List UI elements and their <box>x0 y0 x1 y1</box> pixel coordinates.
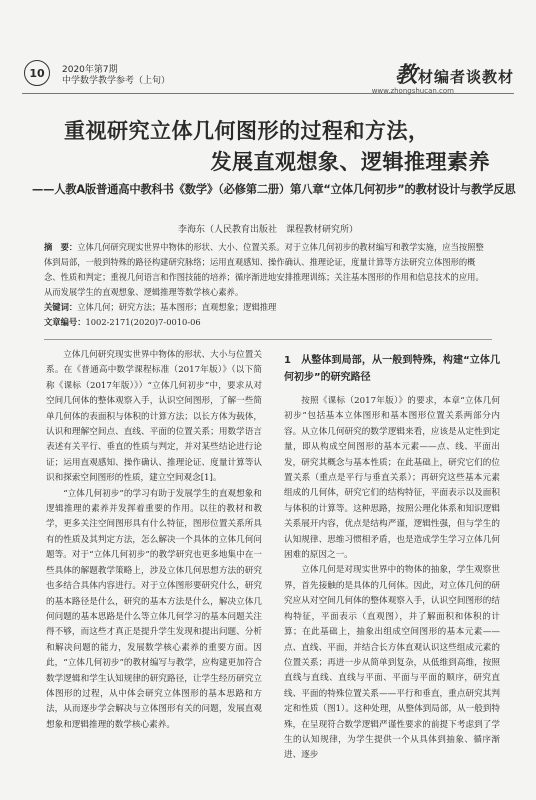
abstract <box>44 240 492 300</box>
column-first-char: 教 <box>394 62 418 88</box>
keywords-text: 立体几何；研究方法；基本图形；直观想象；逻辑推理 <box>77 302 277 312</box>
header-divider <box>22 93 514 94</box>
body-paragraph: “立体几何初步”的学习有助于发展学生的直观想象和逻辑推理的素养并发挥着重要的作用。以往的教材和教学，更多关注空间图形具有什么特征，图形位置关系所具有的性质及其判定方法，怎么解决一个具体的立体几何问题等。对于“立体几何初步”的教学研究也更多地集中在一些具体的解题教学策略上，涉及立体几何思想方法的研究也多结合具体内容进行。对于立体图形要研究什么，研究的基本路径是什么，研究的基本方法是什么，解决立体几何问题的基本思路是什么等立体几何学习的基本问题关注得不够，而这些才真正是提升学生发现和提出问题、分析和解决问题的能力，发展数学核心素养的重要方面。因此，“立体几何初步”的教材编写与教学，应构建更加符合数学逻辑和学生认知规律的研究路径，让学生经历研究立体图形的过程，从中体会研究立体图形的基本思路和方法，从而逐步学会解决与立体图形有关的问题，发展直观想象和逻辑推理的数学核心素养。 <box>46 488 262 730</box>
keywords <box>44 300 492 315</box>
abstract-block <box>44 240 492 330</box>
article-number-label: 文章编号： <box>44 317 86 327</box>
page-header-right <box>372 58 514 95</box>
body-paragraph: 立体几何是对现实世界中的物体的抽象，学生观察世界，首先接触的是具体的几何体。因此，对立体几何的研究应从对空间几何体的整体观察入手，认识空间图形的结构特征，平面表示（直观图），并了解面积和体积的计算；在此基础上，抽象出组成空间图形的基本元素——点、直线、平面，并结合长方体直观认识这些组成元素的位置关系；再进一步从简单到复杂，从低维到高维，按照直线与直线、直线与平面、平面与平面的顺序，研究直线、平面的特殊位置关系——平行和垂直，重点研究其判定和性质（图1）。这种处理，从整体到局部，从一般到特殊，在呈现符合数学逻辑严谨性要求的前提下考虑到了学生的认知规律，为学生提供一个从具体到抽象、循序渐进、逐步 <box>284 565 501 761</box>
page-number: 10 <box>24 60 50 86</box>
abstract-label: 摘 要： <box>44 242 78 252</box>
article-number-value: 1002-2171(2020)7-0010-06 <box>85 317 201 327</box>
body-paragraph: 按照《课标（2017年版）》的要求，本章“立体几何初步”包括基本立体图形和基本图形位置关系两部分内容。从立体几何研究的数学逻辑来看，应该是从定性到定量，即从构成空间图形的基本元素——点、线、平面出发，研究其概念与基本性质；在此基础上，研究它们的位置关系（重点是平行与垂直关系）；再研究这些基本元素组成的几何体，研究它们的结构特征，平面表示以及面积与体积的计算等。这种思路，按照公理化体系和知识逻辑关系展开内容，优点是结构严谨，逻辑性强，但与学生的认知规律、思维习惯相矛盾，也是造成学生学习立体几何困难的原因之一。 <box>284 396 500 561</box>
abstract-divider <box>44 339 492 340</box>
left-column <box>46 348 262 733</box>
column-name <box>372 58 514 89</box>
author-line: 李海东（人民教育出版社 课程教材研究所） <box>177 225 358 235</box>
body-paragraph: 立体几何研究现实世界中物体的形状、大小与位置关系。在《普通高中数学课程标准（2017年版）》（以下简称《课标（2017年版）》）“立体几何初步”中，要求从对空间几何体的整体观察入手，认识空间图形，了解一些简单几何体的表面积与体积的计算方法；以长方体为载体，认识和理解空间点、直线、平面的位置关系；用数学语言表述有关平行、垂直的性质与判定，并对某些结论进行论证；运用直观感知、操作确认、推理论证、度量计算等认识和探索空间图形的性质，建立空间观念[1]。 <box>46 350 262 484</box>
column-rest: 材编者谈教材 <box>417 68 514 86</box>
title-line-2: 发展直观想象、逻辑推理素养 <box>210 150 490 174</box>
title-line-1: 重视研究立体几何图形的过程和方法， <box>64 119 430 143</box>
abstract-text: 立体几何研究现实世界中物体的形状、大小、位置关系。对于立体几何初步的教材编写和教学实施，应当按照整体到局部，一般到特殊的路径构建研究脉络；运用直观感知、操作确认、推理论证，度量计算等方法研究立体图形的概念、性质和判定；重视几何语言和作图技能的培养；循序渐进地安排推理训练；关注基本图形的作用和信息技术的应用。从而发展学生的直观想象、逻辑推理等数学核心素养。 <box>44 242 484 297</box>
article-number <box>44 315 492 330</box>
subtitle: ——人教A版普通高中教科书《数学》（必修第二册）第八章“立体几何初步”的教材设计与教学反思 <box>32 183 516 196</box>
section-title: 1 从整体到局部，从一般到特殊，构建“立体几何初步”的研究路径 <box>284 355 500 383</box>
keywords-label: 关键词： <box>44 302 78 312</box>
site-url: www.zhongshucan.com <box>371 87 454 95</box>
right-column <box>284 348 500 764</box>
journal-name: 中学数学教学参考（上旬） <box>62 76 171 86</box>
issue-label: 2020年第7期 <box>62 65 118 75</box>
